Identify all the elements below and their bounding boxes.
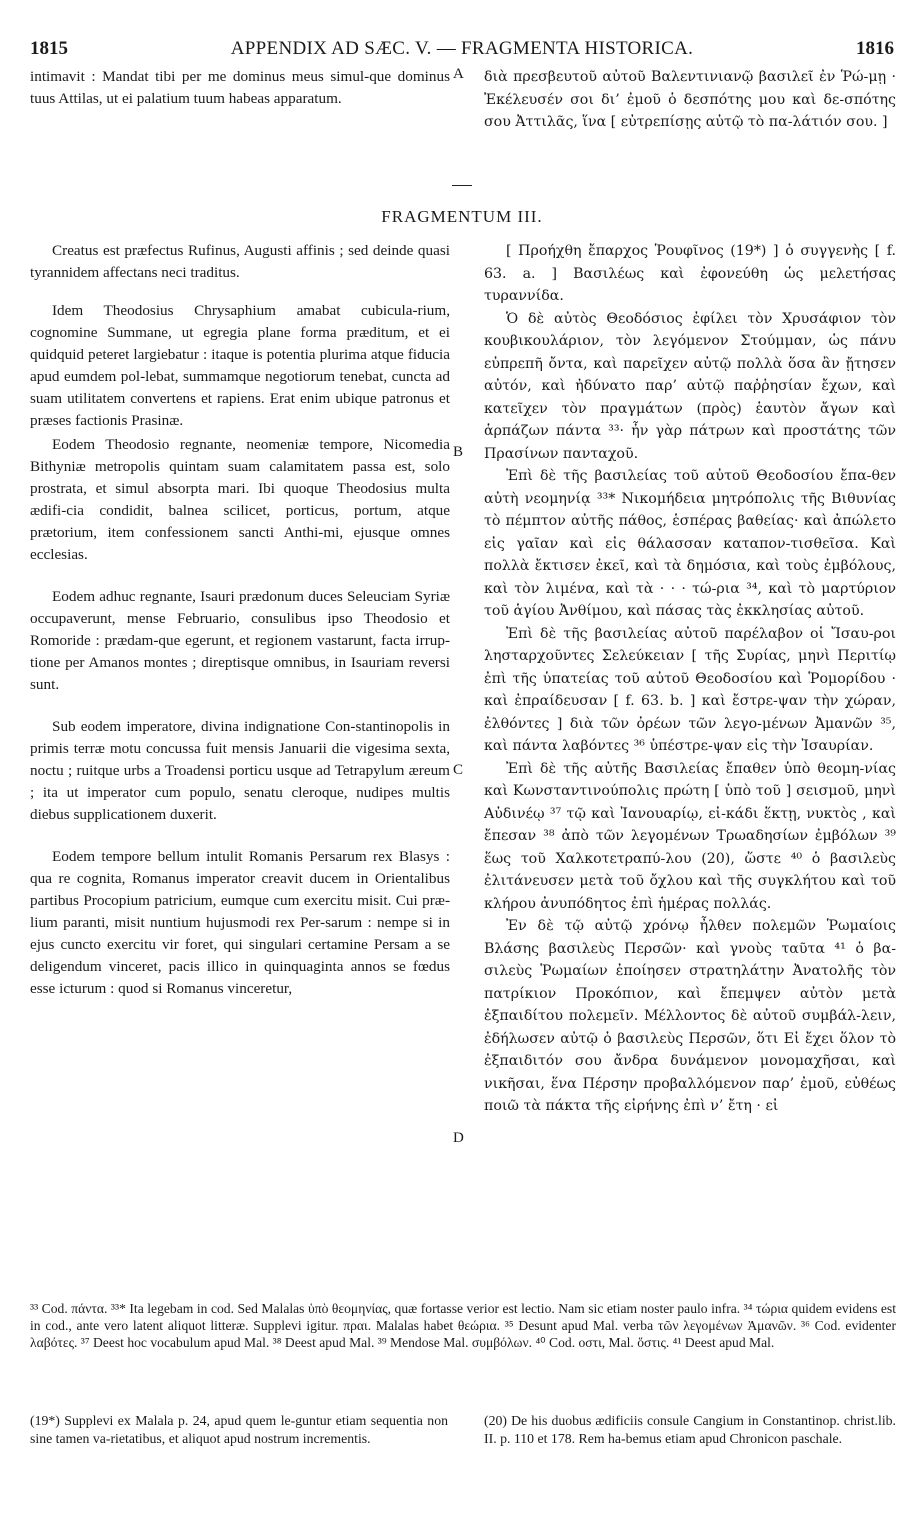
footnote-19: (19*) Supplevi ex Malala p. 24, apud quem le-guntur etiam sequentia non sine tamen va-rietatibus, et aliquot apud nostrum incrementis. — [30, 1413, 448, 1446]
footnote-20: (20) De his duobus ædificiis consule Cangium in Constantinop. christ.lib. II. p. 110 et 178. Rem ha-bemus etiam apud Chronicon paschale. — [484, 1413, 896, 1446]
margin-mark-a: A — [453, 66, 464, 82]
latin-top-block — [30, 66, 450, 110]
section-dash — [452, 185, 472, 186]
greek-top-block — [484, 66, 896, 134]
greek-paragraph-5: Ἐπὶ δὲ τῆς αὐτῆς Βασιλείας ἔπαθεν ὑπὸ θεομη-νίας καὶ Κωνσταντινούπολις πρώτη [ ὑπὸ τοῦ ] σεισμοῦ, μηνὶ Αὐδινέῳ ³⁷ τῷ καὶ Ἰανουαρίῳ, εἰ-κάδι ἕκτῃ, νυκτὸς , καὶ ἔπεσαν ³⁸ ἀπὸ τῶν λεγομένων Τρωαδησίων ἐμβόλων ³⁹ ἕως τοῦ Χαλκοτετραπύ-λου (20), ὥστε ⁴⁰ ὁ βασιλεὺς ἐλιτάνευσεν μετὰ τοῦ ὄχλου καὶ τῆς συγκλήτου καὶ τοῦ κλήρου ἀνυπόδητος ἐπὶ ἡμέρας πολλάς. — [484, 760, 896, 912]
greek-paragraph-1: [ Προήχθη ἔπαρχος Ῥουφῖνος (19*) ] ὁ συγγενὴς [ f. 63. a. ] Βασιλέως καὶ ἐφονεύθη ὡς μελετήσας τυραννίδα. — [484, 243, 896, 304]
latin-paragraph-2: Idem Theodosius Chrysaphium amabat cubicula-rium, cognomine Summane, ut egregia plane forma præditum, et ei quidquid peteret largiebatur : itaque is potentia plurima atque fiducia apud eumdem pol-lebat, summamque negotiorum tenebat, cuncta ad suam utilitatem convertens et rapiens. Erat enim ubique patronus et præses factionis Prasinæ. — [30, 302, 450, 429]
latin-column — [30, 240, 450, 1000]
latin-paragraph-4: Eodem adhuc regnante, Isauri prædonum duces Seleuciam Syriæ occupaverunt, mense Februario, consulibus ipso Theodosio et Romoride : prædam-que egerunt, et regionem vastarunt, facta irrup-tione per Amanos montes ; direptisque omnibus, in Isauriam reversi sunt. — [30, 588, 450, 693]
latin-paragraph-6: Eodem tempore bellum intulit Romanis Persarum rex Blasys : qua re cognita, Romanus imperator creavit ducem in Orientalibus partibus Procopium patricium, eumque cum exercitu misit. Cui præ-lium paranti, misit nuntium hujusmodi rex Per-sarum : nempe si in ejus cuncto exercitu vir foret, qui singulari certamine Persam a se deligendum vinceret, pacis illico in quinquaginta annos se fœdus esse icturum : quod si Romanus vinceretur, — [30, 848, 450, 997]
latin-continuation: intimavit : Mandat tibi per me dominus meus simul-que dominus tuus Attilas, ut ei palatium tuum habeas apparatum. — [30, 68, 450, 107]
greek-column — [484, 240, 896, 1118]
critical-notes: ³³ Cod. πάντα. ³³* Ita legebam in cod. Sed Malalas ὑπὸ θεομηνίας, quæ fortasse verior est lectio. Nam sic etiam noster paulo infra. ³⁴ τώρια quidem evidens est in cod., ante vero latent aliquot litteræ. Supplevi igitur. πραι. Malalas habet θεώρια. ³⁵ Desunt apud Mal. verba τῶν λεγομένων Ἀμανῶν. ³⁶ Cod. evidenter λαβότες. ³⁷ Deest hoc vocabulum apud Mal. ³⁸ Deest apud Mal. ³⁹ Mendose Mal. συμβόλων. ⁴⁰ Cod. οστι, Mal. ὅστις. ⁴¹ Deest apud Mal. — [30, 1301, 896, 1350]
greek-paragraph-4: Ἐπὶ δὲ τῆς βασιλείας αὐτοῦ παρέλαβον οἱ Ἴσαυ-ροι λησταρχοῦντες Σελεύκειαν [ τῆς Συρίας, μηνὶ Περιτίῳ ἐπὶ τῆς ὑπατείας τοῦ αὐτοῦ Θεοδοσίου καὶ Ῥομορίδου · καὶ ἐπραίδευσαν [ f. 63. b. ] καὶ ἔστρε-ψαν τὴν χώραν, ἐλθόντες ] διὰ τῶν ὀρέων τῶν λεγο-μένων Ἀμανῶν ³⁵, καὶ πάντα λαβόντες ³⁶ ὑπέστρε-ψαν εἰς τὴν Ἰσαυρίαν. — [484, 625, 896, 754]
latin-paragraph-1: Creatus est præfectus Rufinus, Augusti affinis ; sed deinde quasi tyrannidem affectans neci traditus. — [30, 242, 450, 281]
greek-paragraph-2: Ὁ δὲ αὐτὸς Θεοδόσιος ἐφίλει τὸν Χρυσάφιον τὸν κουβικουλάριον, τὸν λεγόμενον Στούμμαν, ὡς πάνυ εὐπρεπῆ ὄντα, καὶ παρεῖχεν αὐτῷ πολλὰ ὅσα ἂν ᾔτησεν αὐτόν, καὶ ἠδύνατο παρ’ αὐτῷ παῤῥησίαν ἔχων, καὶ κατεῖχεν τὸν πραγμάτων (πρὸς) ἑαυτὸν ἄγων καὶ ἁρπάζων πάντα ³³· ἦν γὰρ πάτρων καὶ προστάτης τῶν Πρασίνων πανταχοῦ. — [484, 310, 896, 462]
running-header — [30, 38, 894, 62]
page-number-right: 1816 — [856, 38, 894, 59]
greek-continuation: διὰ πρεσβευτοῦ αὐτοῦ Βαλεντινιανῷ βασιλεῖ ἐν Ῥώ-μῃ · Ἐκέλευσέν σοι δι’ ἐμοῦ ὁ δεσπότης μου καὶ δε-σπότης σου Ἀττιλᾶς, ἵνα [ εὐτρεπίσῃς αὐτῷ τὸ πα-λάτιόν σου. ] — [484, 69, 896, 130]
greek-paragraph-3: Ἐπὶ δὲ τῆς βασιλείας τοῦ αὐτοῦ Θεοδοσίου ἔπα-θεν αὐτὴ νεομηνίᾳ ³³* Νικομήδεια μητρόπολις τῆς Βιθυνίας τὸ πέμπτον αὐτῆς πάθος, ἑσπέρας βαθείας· καὶ ἀπώλετο εἰς γαῖαν καὶ εἰς θάλασσαν καταπον-τισθεῖσα. Καὶ πολλὰ ἔκτισεν ἐκεῖ, καὶ τὰ δημόσια, καὶ τοὺς ἐμβόλους, καὶ τὸν λιμένα, καὶ τὰ · · · τώ-ρια ³⁴, καὶ τὸ μαρτύριον τοῦ ἁγίου Ἀνθίμου, καὶ πάσας τὰς ἐκκλησίας αὐτοῦ. — [484, 468, 896, 619]
greek-paragraph-6: Ἐν δὲ τῷ αὐτῷ χρόνῳ ἦλθεν πολεμῶν Ῥωμαίοις Βλάσης βασιλεὺς Περσῶν· καὶ γνοὺς ταῦτα ⁴¹ ὁ βα-σιλεὺς Ῥωμαίων ἐποίησεν στρατηλάτην Ἀνατολῆς τὸν πατρίκιον Προκόπιον, καὶ ἔπεμψεν αὐτὸν μετὰ ἐξπαιδίτου πολεμεῖν. Μέλλοντος δὲ αὐτοῦ συμβάλ-λειν, ἐδήλωσεν αὐτῷ ὁ βασιλεὺς Περσῶν, ὅτι Εἰ ἔχει ὅλον τὸ ἐξπαιδιτόν σου ἄνδρα δυνάμενον μονομαχῆσαι, καὶ νικῆσαι, ἕνα Πέρσην προβαλλόμενον παρ’ ἐμοῦ, εὐθέως ποιῶ τὰ πάκτα τῆς εἰρήνης ἐπὶ ν’ ἔτη · εἰ — [484, 918, 896, 1114]
latin-paragraph-3: Eodem Theodosio regnante, neomeniæ tempore, Nicomedia Bithyniæ metropolis quintam suam calamitatem passa est, solo prostrata, et simul absorpta mari. Ibi quoque Theodosius multa ædifi-cia condidit, balnea scilicet, porticus, portum, atque prætorium, item confessionem sancti Anthi-mi, ejusque omnes ecclesias. — [30, 436, 450, 563]
latin-paragraph-5: Sub eodem imperatore, divina indignatione Con-stantinopolis in primis terræ motu concussa fuit mensis Januarii die vigesima sexta, noctu ; ruitque urbs a Troadensi porticu usque ad Tetrapylum æreum ; ita ut imperator cum populo, senatu cleroque, nudipes multis diebus supplicationem duxerit. — [30, 718, 450, 823]
running-title: APPENDIX AD SÆC. V. — FRAGMENTA HISTORICA. — [230, 38, 694, 59]
margin-mark-c: C — [453, 762, 464, 778]
margin-mark-d: D — [453, 1130, 464, 1146]
fragment-title: FRAGMENTUM III. — [381, 207, 543, 226]
margin-mark-b: B — [453, 444, 464, 460]
page-number-left: 1815 — [30, 38, 68, 59]
